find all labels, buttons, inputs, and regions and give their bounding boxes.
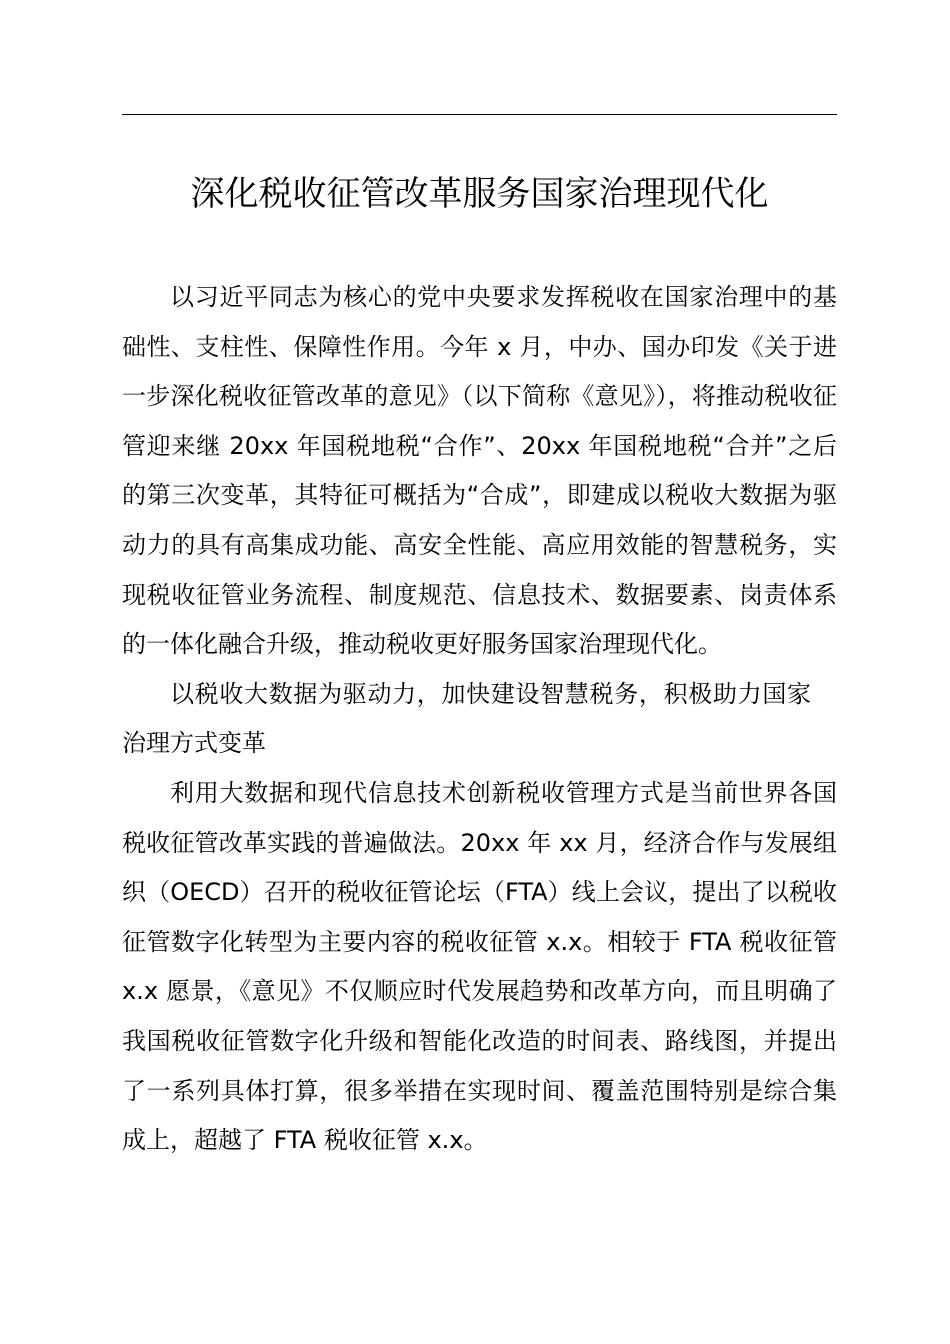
section-heading: 以税收大数据为驱动力，加快建设智慧税务，积极助力国家治理方式变革	[122, 679, 811, 758]
body-paragraph-digital: 利用大数据和现代信息技术创新税收管理方式是当前世界各国税收征管改革实践的普遍做法。20xx 年 xx 月，经济合作与发展组织（OECD）召开的税收征管论坛（FTA）线上会议，提出了以税收征管数字化转型为主要内容的税收征管 x.x。相较于 FTA 税收征管 x.x 愿景，《意见》不仅顺应时代发展趋势和改革方向，而且明确了我国税收征管数字化升级和智能化改造的时间表、路线图，并提出了一系列具体打算，很多举措在实现时间、覆盖范围特别是综合集成上，超越了 FTA 税收征管 x.x。	[122, 778, 837, 1155]
document-title: 深化税收征管改革服务国家治理现代化	[190, 174, 769, 214]
document-body	[122, 273, 837, 1166]
header-rule	[122, 114, 837, 115]
body-paragraph-intro: 以习近平同志为核心的党中央要求发挥税收在国家治理中的基础性、支柱性、保障性作用。今年 x 月，中办、国办印发《关于进一步深化税收征管改革的意见》（以下简称《意见》），将推动税收征管迎来继 20xx 年国税地税“合作”、20xx 年国税地税“合并”之后的第三次变革，其特征可概括为“合成”，即建成以税收大数据为驱动力的具有高集成功能、高安全性能、高应用效能的智慧税务，实现税收征管业务流程、制度规范、信息技术、数据要素、岗责体系的一体化融合升级，推动税收更好服务国家治理现代化。	[122, 283, 837, 659]
